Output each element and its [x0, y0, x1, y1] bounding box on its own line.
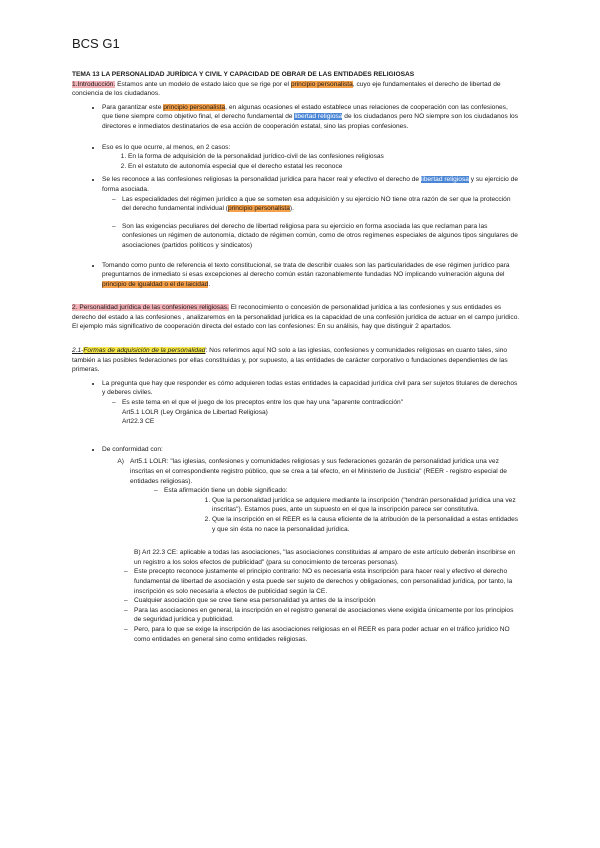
- dash1-text: Las especialidades del régimen jurídico a que se someten esa adquisición y su ejercicio NO tiene otra razón de ser que la protección del derecho fundamental individual (: [122, 195, 511, 213]
- art5-text: Art5.1 LOLR: "las iglesias, confesiones y comunidades religiosas y sus federaciones gozarán de personalidad jurídica una vez inscritas en el correspondiente registro público, que se crea a tal efecto, en el Ministerio de Justicia" (REER - registro especial de entidades religiosas).: [130, 458, 507, 485]
- section-2-1-title: Formas de adquisición de la personalidad: [83, 347, 206, 355]
- intro-highlight: principio personalista: [290, 80, 353, 88]
- recognition-dashes: [102, 195, 520, 251]
- b2-text: Eso es lo que ocurre, al menos, en 2 casos:: [102, 143, 231, 151]
- dash-item: – Para las asociaciones en general, la inscripción en el registro general de asociaciones viene exigida únicamente por los principios de seguridad jurídica y publicidad.: [134, 606, 520, 625]
- b1-text-2: , en algunas ocasiones el estado establece unas relaciones de cooperación con las confesiones, que tiene siempre como objetivo final, el derecho fundamental de: [102, 103, 508, 121]
- bullet-question: [102, 379, 520, 427]
- b4-text-1: Tomando como punto de referencia el texto constitucional, se trata de describir cuales son las particularidades de ese régimen jurídico para preguntarnos de inmediato si esas excepciones al derecho común están razonablemente fundadas NO implicando vulneración alguna del: [102, 261, 510, 279]
- dash1-highlight: principio personalista: [227, 205, 290, 213]
- b4-highlight: principio de igualdad o el de laicidad: [102, 280, 209, 288]
- art5-dashes: [72, 486, 520, 496]
- meaning-item: 2. Que la inscripción en el REER es la causa eficiente de la atribución de la personalidad a estas entidades y que sin ésta no nace la personalidad jurídica.: [212, 515, 520, 534]
- b3-text-1: Se les reconoce a las confesiones religiosas la personalidad jurídica para hacer real y efectivo el derecho de: [102, 176, 421, 184]
- intro-text-2: , cuyo eje fundamentales el derecho de libertad de conciencia de los ciudadanos.: [72, 80, 501, 98]
- document-title: TEMA 13 LA PERSONALIDAD JURÍDICA Y CIVIL Y CAPACIDAD DE OBRAR DE LAS ENTIDADES RELIGIOSAS: [72, 71, 415, 78]
- intro-bullets: [72, 103, 520, 132]
- question-dashes: [102, 398, 520, 427]
- section-2-1-bullets: [72, 379, 520, 427]
- b1-highlight-1: principio personalista: [163, 103, 226, 111]
- section-2-text: El reconocimiento o concesión de personalidad jurídica a las confesiones y sus entidades es derecho del estado a las confesiones , analizaremos en la personalidad jurídica es la capacidad de una confesión jurídica de actuar en el campo jurídico.: [72, 304, 520, 321]
- section-2-1-paragraph: [72, 346, 520, 375]
- art5-block: [72, 457, 520, 486]
- b1-highlight-2: libertad religiosa: [294, 113, 343, 121]
- dash-text: Es este tema en el que el juego de los preceptos entre los que hay una "aparente contradicción": [122, 399, 404, 407]
- case-item: 1. En la forma de adquisición de la personalidad jurídico-civil de las confesiones religiosas: [128, 152, 520, 162]
- intro-label: 1.Introducción.: [72, 80, 116, 88]
- b3-highlight: libertad religiosa: [420, 176, 469, 184]
- b1-text-1: Para garantizar este: [102, 103, 164, 111]
- bullet-recognition: [102, 175, 520, 250]
- conformity-bullets: [72, 445, 520, 455]
- document-body: [72, 70, 520, 644]
- section-2-example: El ejemplo más significativo de cooperación directa del estado con las confesiones: En su análisis, hay que distinguir 2 apartados.: [72, 323, 452, 331]
- section-2-1-number: 2.1-: [72, 347, 84, 355]
- art22-dashes: [72, 567, 520, 644]
- dash-item: [122, 195, 520, 214]
- art22-text: B) Art 22.3 CE: aplicable a todas las asociaciones, "las asociaciones constituidas al amparo de este artículo deberán inscribirse en un registro a los solos efectos de publicidad" (para su conocimiento de terceras personas).: [134, 549, 516, 566]
- cases-bullets: [72, 143, 520, 290]
- dash-item: – Pero, para lo que se exige la inscripción de las asociaciones religiosas en el REER es para poder actuar en el tráfico jurídico NO como entidades en general sino como entidades religiosas.: [134, 625, 520, 644]
- meaning-item: 1. Que la personalidad jurídica se adquiere mediante la inscripción ("tendrán personalidad jurídica una vez inscritas"). Estamos pues, ante un supuesto en el que la inscripción parece ser constitutiva.: [212, 496, 520, 515]
- dash-item: [122, 398, 520, 427]
- question-text: La pregunta que hay que responder es cómo adquieren todas estas entidades la capacidad jurídica civil para ser sujetos titulares de derechos y deberes civiles.: [102, 379, 518, 397]
- b3-text-2: y su ejercicio de forma asociada.: [102, 176, 519, 193]
- section-2-1-text: : Nos referimos aquí NO solo a las iglesias, confesiones y comunidades religiosas en cuanto tales, sino también a las posibles federaciones por ellas constituidas y, por supuesto, a las entidades de carácter corporativo o fundaciones dependientes de las primeras.: [72, 347, 508, 374]
- bullet-cooperation: [102, 103, 520, 132]
- cases-list: [102, 152, 520, 171]
- bullet-constitutional: [102, 261, 520, 290]
- dash-item: – Esta afirmación tiene un doble significado:: [164, 486, 520, 496]
- dash-item: – Cualquier asociación que se cree tiene esa personalidad ya antes de la inscripción: [134, 596, 520, 606]
- page-header: BCS G1: [72, 36, 120, 51]
- dash-line-art5: Art5.1 LOLR (Ley Orgánica de Libertad Religiosa): [122, 408, 268, 416]
- b4-text-2: .: [208, 280, 211, 288]
- dash-line-art22: Art22.3 CE: [122, 418, 155, 426]
- dash1-end: ).: [289, 205, 294, 213]
- bullet-two-cases: [102, 143, 520, 172]
- bullet-conformity: • De conformidad con:: [102, 445, 520, 455]
- section-2-paragraph: [72, 303, 520, 322]
- meaning-list: [72, 496, 520, 534]
- intro-paragraph: [72, 80, 520, 99]
- art5-label: A): [117, 458, 124, 466]
- case-item: 2. En el estatuto de autonomía especial que el derecho estatal les reconoce: [128, 162, 520, 172]
- intro-text-1: Estamos ante un modelo de estado laico que se rige por el: [115, 80, 291, 88]
- b1-text-3: de los ciudadanos pero NO siempre son los ciudadanos los directores e inmediatos destinatarios de esa acción de cooperación estatal, sino las propias confesiones.: [102, 113, 519, 130]
- dash-item: – Este precepto reconoce justamente el principio contrario: NO es necesaria esta inscripción para hacer real y efectivo el derecho fundamental de libertad de asociación y esta puede ser sujeto de derechos y obligaciones, con personalidad jurídica, por tanto, la inscripción es solo necesaria a efectos de publicidad según la CE.: [134, 567, 520, 596]
- section-2-title: 2. Personalidad jurídica de las confesiones religiosas.: [72, 304, 229, 312]
- dash-item: – Son las exigencias peculiares del derecho de libertad religiosa para su ejercicio en forma asociada las que reclaman para las confesiones un régimen de autonomía, dictado de régimen común, como de otros regímenes especiales de algunos tipos singulares de asociaciones (partidos políticos y sindicatos): [122, 222, 520, 251]
